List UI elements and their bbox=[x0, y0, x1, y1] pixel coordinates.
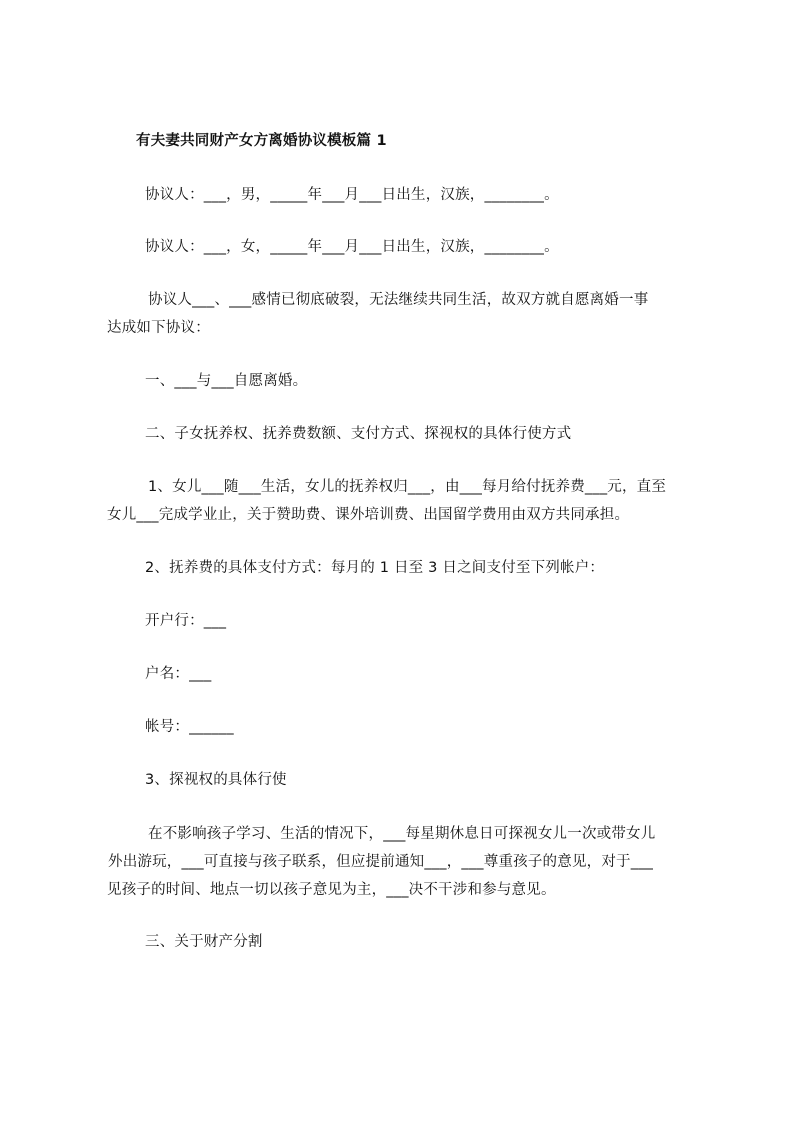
clause-2: 二、子女抚养权、抚养费数额、支付方式、探视权的具体行使方式 bbox=[145, 426, 572, 442]
clause-1: 一、___与___自愿离婚。 bbox=[145, 373, 308, 389]
bank-line: 开户行：___ bbox=[145, 613, 227, 629]
visit-line-1: 在不影响孩子学习、生活的情况下，___每星期休息日可探视女儿一次或带女儿 bbox=[148, 826, 656, 842]
visit-line-2: 外出游玩，___可直接与孩子联系，但应提前通知___，___尊重孩子的意见，对于___ bbox=[108, 854, 654, 870]
account-number-line: 帐号：______ bbox=[145, 719, 234, 735]
account-name-line: 户名：___ bbox=[145, 666, 212, 682]
party2-line: 协议人：___，女，_____年___月___日出生，汉族，________。 bbox=[145, 239, 559, 255]
party1-line: 协议人：___，男，_____年___月___日出生，汉族，________。 bbox=[145, 187, 559, 203]
clause-3: 三、关于财产分割 bbox=[145, 934, 263, 950]
item-3: 3、探视权的具体行使 bbox=[145, 772, 287, 788]
intro-line-2: 达成如下协议： bbox=[107, 320, 210, 336]
item-1-line-2: 女儿___完成学业止，关于赞助费、课外培训费、出国留学费用由双方共同承担。 bbox=[107, 507, 630, 523]
visit-line-3: 见孩子的时间、地点一切以孩子意见为主，___决不干涉和参与意见。 bbox=[107, 882, 556, 898]
document-title: 有夫妻共同财产女方离婚协议模板篇 1 bbox=[136, 133, 387, 149]
item-1-line-1: 1、女儿___随___生活，女儿的抚养权归___，由___每月给付抚养费___元，直至 bbox=[148, 479, 667, 495]
item-2: 2、抚养费的具体支付方式：每月的 1 日至 3 日之间支付至下列帐户： bbox=[145, 560, 605, 576]
intro-line-1: 协议人___、___感情已彻底破裂，无法继续共同生活，故双方就自愿离婚一事 bbox=[148, 292, 649, 308]
